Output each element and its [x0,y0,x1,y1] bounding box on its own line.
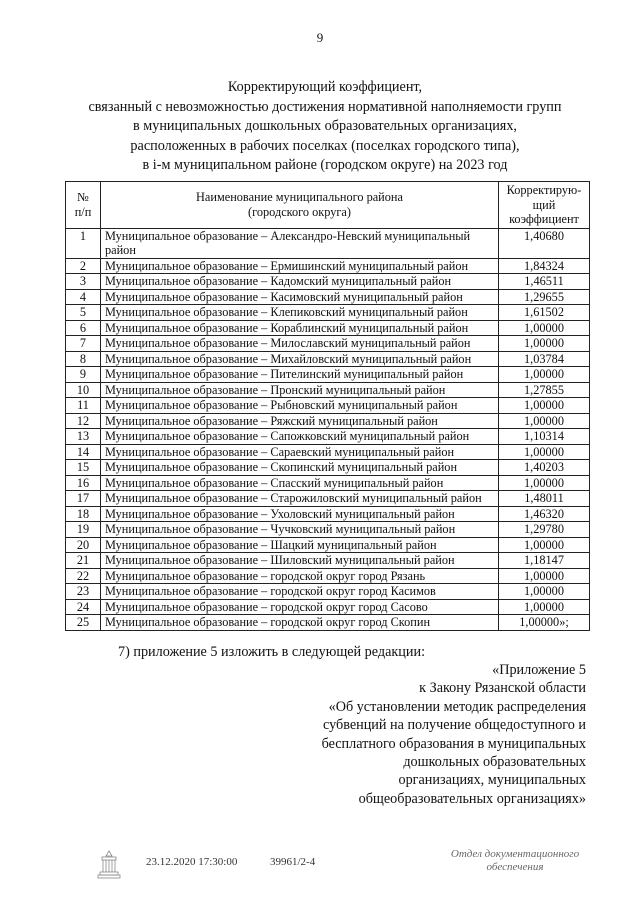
coefficient-table [65,181,590,631]
row-coefficient: 1,00000 [499,537,590,553]
row-name: Муниципальное образование – городской округ город Касимов [101,584,499,600]
row-coefficient: 1,00000 [499,568,590,584]
row-coefficient: 1,00000 [499,413,590,429]
row-coefficient: 1,00000 [499,584,590,600]
table-row [66,444,590,460]
row-name: Муниципальное образование – Клепиковский муниципальный район [101,305,499,321]
title-line: связанный с невозможностью достижения нормативной наполняемости групп [88,98,562,115]
row-number: 12 [66,413,101,429]
row-name: Муниципальное образование – городской округ город Скопин [101,615,499,631]
row-name: Муниципальное образование – Пронский муниципальный район [101,382,499,398]
table-row [66,429,590,445]
footer-department [430,848,600,874]
appendix-line: бесплатного образования в муниципальных [321,735,586,752]
row-name: Муниципальное образование – Шиловский муниципальный район [101,553,499,569]
row-number: 3 [66,274,101,290]
row-coefficient: 1,40680 [499,228,590,258]
row-number: 23 [66,584,101,600]
row-number: 20 [66,537,101,553]
row-coefficient: 1,29780 [499,522,590,538]
row-name: Муниципальное образование – Михайловский муниципальный район [101,351,499,367]
table-row [66,460,590,476]
title-line: Корректирующий коэффициент, [227,79,423,95]
table-row [66,351,590,367]
row-coefficient: 1,00000 [499,444,590,460]
table-header-row [66,182,590,229]
row-coefficient: 1,18147 [499,553,590,569]
table-row [66,320,590,336]
footer-department-line: обеспечения [486,861,544,873]
row-number: 14 [66,444,101,460]
row-name: Муниципальное образование – Шацкий муниципальный район [101,537,499,553]
row-coefficient: 1,00000 [499,336,590,352]
row-number: 16 [66,475,101,491]
footer-doc-number: 39961/2-4 [270,856,316,868]
row-name: Муниципальное образование – Кораблинский муниципальный район [101,320,499,336]
table-row [66,228,590,258]
header-name [101,182,499,229]
appendix-line: субвенций на получение общедоступного и [322,717,586,734]
header-coef-line: щий [532,197,556,212]
row-coefficient: 1,00000 [499,320,590,336]
table-row [66,491,590,507]
row-name: Муниципальное образование – Ряжский муниципальный район [101,413,499,429]
table-row [66,599,590,615]
appendix-block [270,661,586,808]
appendix-line: организациях, муниципальных [398,772,586,789]
table-row [66,522,590,538]
row-number: 1 [66,228,101,258]
table-row [66,413,590,429]
document-title [60,78,590,176]
row-coefficient: 1,00000 [499,599,590,615]
table-row [66,305,590,321]
row-coefficient: 1,46320 [499,506,590,522]
row-coefficient: 1,84324 [499,258,590,274]
row-coefficient: 1,48011 [499,491,590,507]
header-coef [499,182,590,229]
table-row [66,584,590,600]
row-name: Муниципальное образование – городской округ город Сасово [101,599,499,615]
row-coefficient: 1,61502 [499,305,590,321]
row-coefficient: 1,10314 [499,429,590,445]
row-name: Муниципальное образование – Сараевский муниципальный район [101,444,499,460]
row-coefficient: 1,29655 [499,289,590,305]
table-row [66,475,590,491]
table-row [66,382,590,398]
row-number: 10 [66,382,101,398]
table-row [66,537,590,553]
table-row [66,289,590,305]
row-name: Муниципальное образование – Милославский муниципальный район [101,336,499,352]
row-name: Муниципальное образование – Сапожковский муниципальный район [101,429,499,445]
footer-date: 23.12.2020 17:30:00 [146,856,238,868]
appendix-line: общеобразовательных организациях» [358,790,586,807]
page-number: 9 [316,30,324,45]
appendix-line: «Об установлении методик распределения [328,698,586,715]
emblem-icon [92,848,126,882]
table-row [66,367,590,383]
row-name: Муниципальное образование – Александро-Невский муниципальный район [101,228,499,258]
header-coef-line: коэффициент [509,212,579,226]
header-coef-line: Корректирую- [506,183,582,197]
row-name: Муниципальное образование – Спасский муниципальный район [101,475,499,491]
row-coefficient: 1,00000 [499,475,590,491]
table-row [66,258,590,274]
row-coefficient: 1,00000»; [499,615,590,631]
row-name: Муниципальное образование – Ухоловский муниципальный район [101,506,499,522]
title-line: в i-м муниципальном районе (городском округе) на 2023 год [142,157,508,173]
header-num [66,182,101,229]
table-row [66,615,590,631]
table-row [66,568,590,584]
row-number: 6 [66,320,101,336]
row-name: Муниципальное образование – Кадомский муниципальный район [101,274,499,290]
row-number: 21 [66,553,101,569]
appendix-line: к Закону Рязанской области [419,680,586,697]
table-row [66,553,590,569]
row-number: 4 [66,289,101,305]
row-name: Муниципальное образование – Рыбновский муниципальный район [101,398,499,414]
amendment-text: 7) приложение 5 изложить в следующей редакции: [118,644,426,660]
table-body [66,228,590,630]
row-number: 19 [66,522,101,538]
row-number: 22 [66,568,101,584]
appendix-line: «Приложение 5 [492,662,586,678]
row-coefficient: 1,00000 [499,367,590,383]
row-name: Муниципальное образование – Касимовский муниципальный район [101,289,499,305]
row-number: 8 [66,351,101,367]
table-row [66,336,590,352]
table-row [66,506,590,522]
row-name: Муниципальное образование – Старожиловский муниципальный район [101,491,499,507]
header-num-line: п/п [74,204,92,219]
row-number: 25 [66,615,101,631]
row-number: 7 [66,336,101,352]
header-name-line: (городского округа) [248,204,351,219]
row-coefficient: 1,00000 [499,398,590,414]
row-number: 15 [66,460,101,476]
appendix-line: дошкольных образовательных [403,754,586,771]
title-line: в муниципальных дошкольных образовательных организациях, [133,118,517,134]
header-num-line: № [77,190,89,205]
row-number: 13 [66,429,101,445]
table-row [66,274,590,290]
row-name: Муниципальное образование – Пителинский муниципальный район [101,367,499,383]
row-number: 2 [66,258,101,274]
row-coefficient: 1,46511 [499,274,590,290]
row-number: 9 [66,367,101,383]
row-number: 17 [66,491,101,507]
row-name: Муниципальное образование – Скопинский муниципальный район [101,460,499,476]
row-name: Муниципальное образование – Чучковский муниципальный район [101,522,499,538]
row-number: 24 [66,599,101,615]
row-number: 18 [66,506,101,522]
row-number: 11 [66,398,101,414]
row-name: Муниципальное образование – городской округ город Рязань [101,568,499,584]
row-name: Муниципальное образование – Ермишинский муниципальный район [101,258,499,274]
row-coefficient: 1,03784 [499,351,590,367]
header-name-line: Наименование муниципального района [196,190,403,205]
row-coefficient: 1,40203 [499,460,590,476]
table-row [66,398,590,414]
row-number: 5 [66,305,101,321]
title-line: расположенных в рабочих поселках (поселках городского типа), [130,137,520,154]
footer-department-line: Отдел документационного [450,848,580,860]
row-coefficient: 1,27855 [499,382,590,398]
page-footer [0,848,640,888]
